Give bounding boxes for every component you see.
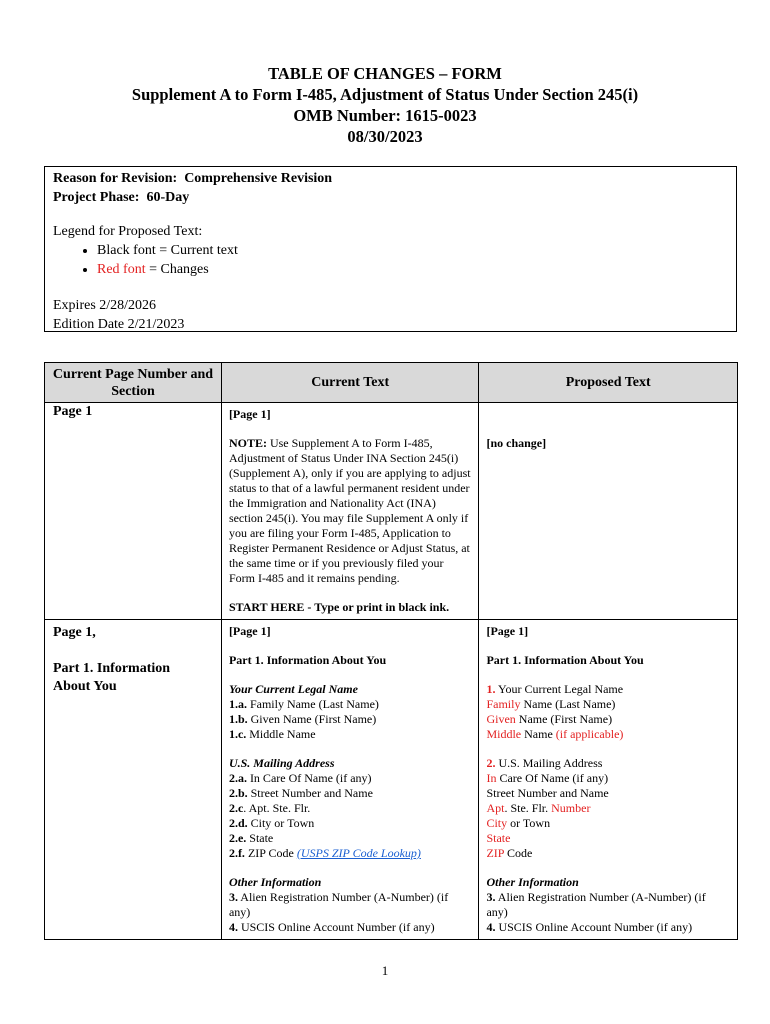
- table-row: [45, 403, 738, 620]
- current-item-2f: 2.f. ZIP Code (USPS ZIP Code Lookup): [228, 846, 421, 860]
- doc-title-line1: TABLE OF CHANGES – FORM: [268, 64, 502, 83]
- phase-line: [53, 188, 728, 207]
- row2-proposed-page: [Page 1]: [486, 624, 529, 638]
- revision-info-box: [44, 166, 737, 332]
- proposed-item-4: 4. USCIS Online Account Number (if any): [486, 920, 693, 934]
- current-mailing-heading: U.S. Mailing Address: [228, 756, 335, 770]
- proposed-item-2c: Apt. Ste. Flr. Number: [486, 801, 591, 815]
- changes-table: [44, 362, 738, 940]
- legend-red-text: Red font: [97, 262, 146, 277]
- edition-date: Edition Date 2/21/2023: [53, 317, 185, 332]
- page-number: 1: [381, 963, 389, 978]
- doc-title-line3: OMB Number: 1615-0023: [293, 106, 477, 125]
- phase-value: 60-Day: [146, 190, 190, 205]
- proposed-item-2f: ZIP Code: [486, 846, 533, 860]
- note-label: NOTE:: [228, 436, 267, 450]
- row2-current-page: [Page 1]: [228, 624, 271, 638]
- row1-section: Page 1: [45, 403, 222, 620]
- row1-no-change: [no change]: [486, 436, 547, 450]
- phase-label: Project Phase:: [53, 190, 140, 205]
- row1-start-here: START HERE - Type or print in black ink.: [228, 600, 450, 614]
- current-legal-name-heading: Your Current Legal Name: [228, 682, 358, 696]
- proposed-item-1a: Family Name (Last Name): [486, 697, 616, 711]
- proposed-item-2: 2. U.S. Mailing Address: [486, 756, 603, 770]
- current-item-2c: 2.c. Apt. Ste. Flr.: [228, 801, 311, 815]
- proposed-item-1b: Given Name (First Name): [486, 712, 613, 726]
- row2-section-page: Page 1,: [53, 625, 96, 640]
- current-item-1a: 1.a. Family Name (Last Name): [228, 697, 379, 711]
- col-header-current: Current Text: [221, 363, 479, 403]
- proposed-item-2e: State: [486, 831, 511, 845]
- current-item-1c: 1.c. Middle Name: [228, 727, 316, 741]
- row2-proposed-part: Part 1. Information About You: [486, 653, 644, 667]
- row1-note: [229, 436, 472, 586]
- row2-section: [45, 620, 222, 940]
- current-item-2d: 2.d. City or Town: [228, 816, 315, 830]
- proposed-item-1c: Middle Name (if applicable): [486, 727, 624, 741]
- row1-current-page: [Page 1]: [228, 407, 271, 421]
- usps-zip-lookup-link[interactable]: (USPS ZIP Code Lookup): [296, 846, 421, 860]
- current-item-4: 4. USCIS Online Account Number (if any): [228, 920, 435, 934]
- legend-title: Legend for Proposed Text:: [53, 224, 203, 239]
- current-item-3: 3. Alien Registration Number (A-Number) (if any): [228, 890, 449, 919]
- reason-line: [53, 169, 728, 188]
- row2-current-text: [221, 620, 479, 940]
- row1-proposed-text: [479, 403, 738, 620]
- proposed-other-heading: Other Information: [486, 875, 579, 889]
- proposed-item-2a: In Care Of Name (if any): [486, 771, 609, 785]
- expires-date: Expires 2/28/2026: [53, 298, 157, 313]
- row2-section-part: Part 1. Information About You: [53, 661, 171, 694]
- current-item-2b: 2.b. Street Number and Name: [228, 786, 373, 800]
- reason-label: Reason for Revision:: [53, 171, 178, 186]
- legend-list: [53, 241, 728, 279]
- legend-item-black: • Black font = Current text: [97, 241, 728, 260]
- legend-item-red: [97, 260, 728, 279]
- row2-proposed-text: [479, 620, 738, 940]
- col-header-section: Current Page Number and Section: [45, 363, 222, 403]
- legend-red-desc: = Changes: [145, 262, 209, 277]
- current-item-2a: 2.a. In Care Of Name (if any): [228, 771, 372, 785]
- current-item-2e: 2.e. State: [228, 831, 274, 845]
- proposed-item-2d: City or Town: [486, 816, 551, 830]
- proposed-item-2b: Street Number and Name: [486, 786, 609, 800]
- current-item-1b: 1.b. Given Name (First Name): [228, 712, 377, 726]
- note-text: Use Supplement A to Form I-485, Adjustment of Status Under INA Section 245(i) (Supplement A), only if you are applying to adjust status to that of a lawful permanent resident under the Immigration and Nationality Act (INA) section 245(i). You may file Supplement A only if you are filing your Form I-485, Application to Register Permanent Residence or Adjust Status, at the same time or if you previously filed your Form I-485 and it remains pending.: [228, 436, 471, 585]
- reason-value: Comprehensive Revision: [184, 171, 333, 186]
- table-row: [45, 620, 738, 940]
- row2-current-part: Part 1. Information About You: [228, 653, 387, 667]
- current-other-heading: Other Information: [228, 875, 322, 889]
- proposed-item-3: 3. Alien Registration Number (A-Number) (if any): [486, 890, 706, 919]
- doc-title-line4: 08/30/2023: [347, 127, 423, 146]
- proposed-item-1: 1. Your Current Legal Name: [486, 682, 624, 696]
- row1-current-text: [221, 403, 479, 620]
- doc-title-line2: Supplement A to Form I-485, Adjustment of Status Under Section 245(i): [131, 85, 639, 104]
- col-header-proposed: Proposed Text: [479, 363, 738, 403]
- table-header-row: [45, 363, 738, 403]
